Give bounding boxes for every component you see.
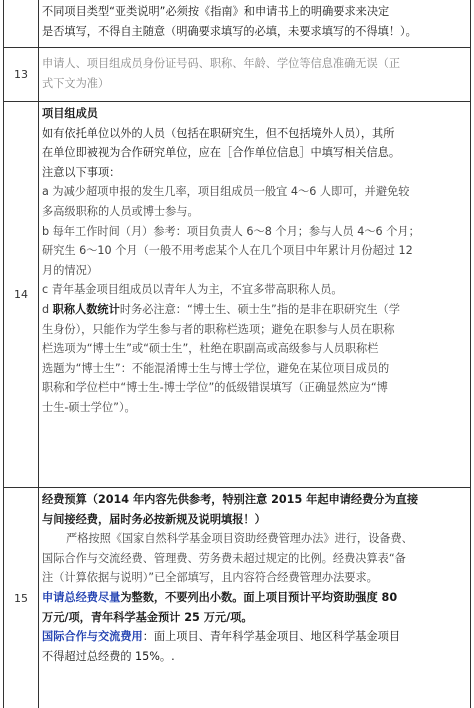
text-line: 申请人、项目组成员身份证号码、职称、年龄、学位等信息准确无误（正 <box>42 57 401 70</box>
total-budget-label: 申请总经费尽量 <box>42 590 121 604</box>
budget-heading-line: 与间接经费，届时务必按新规及说明填报！） <box>42 512 266 526</box>
item-c-line: c 青年基金项目组成员以青年人为主，不宜多带高职称人员。 <box>42 283 343 297</box>
intl-budget-rest: ：面上项目、青年科学基金项目、地区科学基金项目 <box>142 630 401 644</box>
intl-budget-line <box>42 627 466 647</box>
section-heading: 项目组成员 <box>42 107 98 120</box>
item-d-line: 生身份），只能作为学生参与者的职称栏选项；避免在职参与人员在职称 <box>42 322 395 336</box>
total-budget-line: 万元/项，青年科学基金预计 25 万元/项。 <box>42 610 253 624</box>
text-line: 如有依托单位以外的人员（包括在职研究生，但不包括境外人员），其所 <box>42 126 395 140</box>
row-number: 14 <box>4 102 39 487</box>
intl-budget-line: 不得超过总经费的 15%。. <box>42 649 175 663</box>
row-content <box>42 54 466 94</box>
text-line: 是否填写，不得自主随意（明确要求填写的必填，未要求填写的不得填！）。 <box>42 25 417 38</box>
budget-heading-line: 经费预算（2014 年内容先供参考，特别注意 2015 年起申请经费分为直接 <box>42 493 419 506</box>
item-d-line: 栏选项为“博士生”或“硕士生”，杜绝在职副高或高级参与人员职称栏 <box>42 342 379 356</box>
total-budget-rest: 为整数，不要列出小数。面上项目预计平均资助强度 80 <box>120 590 398 604</box>
checklist-table <box>3 0 471 708</box>
row-content <box>42 490 466 666</box>
item-b-line: b 每年工作时间（月）参考：项目负责人 6～8 个月；参与人员 4～6 个月； <box>42 224 420 238</box>
text-line: 不同项目类型“亚类说明”必须按《指南》和申请书上的明确要求来决定 <box>42 5 390 18</box>
item-b-line: 研究生 6～10 个月（一般不用考虑某个人在几个项目中年累计月份超过 12 <box>42 244 413 258</box>
notice-label: 注意以下事项： <box>42 165 121 179</box>
text-line: 在单位即被视为合作研究单位，应在［合作单位信息］中填写相关信息。 <box>42 146 401 160</box>
item-a-line: a 为减少超项申报的发生几率，项目组成员一般宜 4～6 人即可，并避免较 <box>42 185 410 199</box>
item-d-first-line <box>42 300 466 320</box>
table-row-14 <box>4 102 470 488</box>
text-line: 注（计算依据与说明）”已全部填写，且内容符合经费管理办法要求。 <box>42 571 378 585</box>
item-d-prefix: d <box>42 302 53 316</box>
item-a-line: 多高级职称的人员或博士参与。 <box>42 204 199 218</box>
row-content <box>42 104 466 418</box>
item-d-line: 职称和学位栏中“博士生-博士学位”的低级错误填写（正确显然应为“博 <box>42 381 388 395</box>
item-b-line: 月的情况） <box>42 263 98 277</box>
intl-budget-label: 国际合作与交流费用 <box>42 630 143 644</box>
row-number: 15 <box>4 488 39 708</box>
row-content <box>42 2 466 42</box>
table-row-15 <box>4 488 470 708</box>
text-line: 式下文为准） <box>42 77 110 90</box>
text-line: 国际合作与交流经费、管理费、劳务费未超过规定的比例。经费决算表“备 <box>42 551 406 565</box>
item-d-rest: 时务必注意：“博士生、硕士生”指的是非在职研究生（学 <box>119 302 400 316</box>
item-d-line: 士生-硕士学位”）。 <box>42 400 136 414</box>
row-number: 13 <box>4 48 39 101</box>
total-budget-line <box>42 588 466 608</box>
table-row-13 <box>4 48 470 102</box>
item-d-bold: 职称人数统计 <box>52 302 120 316</box>
table-row-continued <box>4 0 470 48</box>
item-d-line: 选题为“博士生”：不能混淆博士生与博士学位，避免在某位项目成员的 <box>42 361 390 375</box>
row-number-cell-empty <box>4 0 39 47</box>
text-line: 严格按照《国家自然科学基金项目资助经费管理办法》进行，设备费、 <box>66 532 413 546</box>
